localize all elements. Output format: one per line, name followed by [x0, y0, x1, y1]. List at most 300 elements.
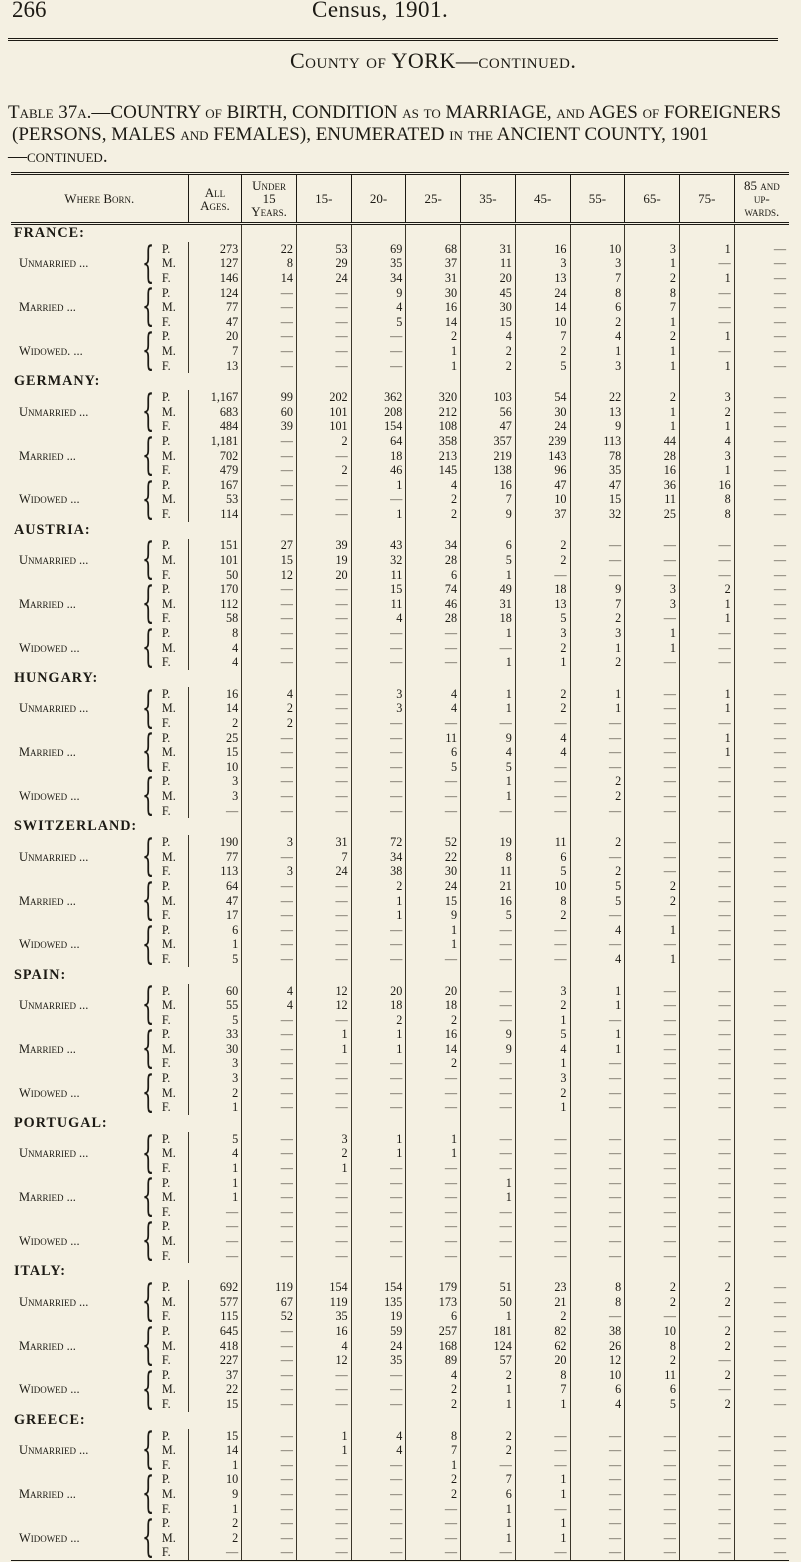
brace-icon: {: [141, 1511, 154, 1562]
table-row: [11, 998, 789, 1013]
table-cell: —: [351, 493, 406, 508]
condition-label-text: Widowed ...: [19, 788, 80, 803]
condition-label-text: Widowed ...: [19, 492, 80, 507]
condition-label-blank: [11, 731, 156, 746]
table-cell: —: [625, 1458, 680, 1473]
table-cell: 1: [461, 626, 516, 641]
table-cell: —: [351, 1516, 406, 1531]
table-cell: —: [625, 687, 680, 702]
empty-cell: [515, 1115, 570, 1132]
sex-code: F.: [156, 359, 188, 374]
sex-code: F.: [156, 1458, 188, 1473]
table-cell: 1: [625, 923, 680, 938]
table-cell: —: [188, 1234, 242, 1249]
table-cell: —: [242, 1205, 297, 1220]
country-heading-row: [11, 670, 789, 687]
table-cell: 202: [296, 390, 351, 405]
table-cell: —: [625, 1161, 680, 1176]
table-row: [11, 702, 789, 717]
sex-code: M.: [156, 641, 188, 656]
sex-code: M.: [156, 449, 188, 464]
table-cell: —: [296, 1176, 351, 1191]
table-cell: —: [188, 1205, 242, 1220]
table-cell: —: [773, 1056, 786, 1071]
table-cell: —: [570, 1429, 625, 1444]
table-cell: 4: [570, 923, 625, 938]
empty-cell: [296, 1412, 351, 1429]
table-cell: 16: [406, 300, 461, 315]
table-cell: —: [296, 1458, 351, 1473]
sex-code: F.: [156, 1161, 188, 1176]
empty-cell: [734, 1412, 789, 1429]
table-cell: —: [773, 1530, 786, 1545]
table-cell: 2: [679, 405, 734, 420]
table-cell: —: [570, 1013, 625, 1028]
table-cell: —: [296, 449, 351, 464]
table-cell: —: [351, 1176, 406, 1191]
condition-label-blank: [11, 390, 156, 405]
table-cell: —: [515, 1249, 570, 1264]
table-cell: —: [296, 1220, 351, 1235]
table-cell: —: [570, 1086, 625, 1101]
table-cell: 3: [188, 775, 242, 790]
table-cell: 1: [625, 641, 680, 656]
table-cell: 154: [351, 420, 406, 435]
table-cell: —: [773, 1501, 786, 1516]
table-cell: —: [351, 804, 406, 819]
table-cell: —: [406, 1531, 461, 1546]
sex-code: M.: [156, 300, 188, 315]
table-cell: 4: [570, 952, 625, 967]
empty-cell: [679, 1412, 734, 1429]
table-cell: 1: [625, 405, 680, 420]
empty-cell: [188, 224, 242, 243]
table-cell: 64: [351, 434, 406, 449]
table-cell: 181: [461, 1324, 516, 1339]
table-cell: —: [242, 1429, 297, 1444]
table-cell: —: [242, 1502, 297, 1517]
empty-cell: [679, 224, 734, 243]
table-cell: —: [679, 894, 734, 909]
condition-label-blank: [11, 923, 156, 938]
condition-label-blank: [11, 1310, 156, 1325]
table-cell: —: [773, 1367, 786, 1382]
table-row: [11, 344, 789, 359]
table-cell: 6: [570, 300, 625, 315]
table-cell: —: [242, 908, 297, 923]
table-cell: 34: [351, 271, 406, 286]
table-cell: 1: [461, 1516, 516, 1531]
table-cell: 20: [296, 568, 351, 583]
table-cell: 5: [188, 1132, 242, 1147]
table-cell: —: [679, 1487, 734, 1502]
table-cell: —: [625, 908, 680, 923]
table-cell: 28: [406, 612, 461, 627]
table-cell: —: [773, 1027, 786, 1042]
table-cell: —: [461, 641, 516, 656]
condition-label: [11, 429, 156, 480]
table-cell: —: [351, 1220, 406, 1235]
sex-code: F.: [156, 1249, 188, 1264]
table-cell: 1: [679, 745, 734, 760]
table-cell: 119: [242, 1280, 297, 1295]
table-cell: 37: [188, 1368, 242, 1383]
table-cell: 6: [188, 923, 242, 938]
empty-cell: [242, 818, 297, 835]
table-cell: —: [679, 789, 734, 804]
table-cell: 2: [242, 702, 297, 717]
table-cell: 10: [188, 760, 242, 775]
table-cell: 18: [406, 998, 461, 1013]
table-cell: 2: [461, 1368, 516, 1383]
sex-code: P.: [156, 687, 188, 702]
table-row: [11, 731, 789, 746]
condition-label: [11, 1363, 156, 1414]
table-cell: 2: [625, 879, 680, 894]
table-cell: —: [625, 1042, 680, 1057]
table-row: [11, 1339, 789, 1354]
table-cell: 4: [242, 687, 297, 702]
condition-label-blank: [11, 420, 156, 435]
table-row: [11, 1397, 789, 1412]
table-cell: —: [773, 1338, 786, 1353]
table-cell: —: [461, 1071, 516, 1086]
table-cell: —: [625, 1234, 680, 1249]
table-cell: —: [570, 850, 625, 865]
caption-line: (PERSONS, MALES and FEMALES), ENUMERATED in the ANCIENT COUNTY, 1901: [12, 124, 709, 145]
table-row: [11, 1383, 789, 1398]
brace-icon: {: [141, 325, 154, 376]
table-row: [11, 789, 789, 804]
table-cell: —: [242, 434, 297, 449]
table-cell: —: [773, 1353, 786, 1368]
table-cell: 30: [406, 286, 461, 301]
sex-code: F.: [156, 716, 188, 731]
sex-code: M.: [156, 1487, 188, 1502]
table-cell: —: [461, 1234, 516, 1249]
table-cell: 4: [461, 330, 516, 345]
table-cell: —: [570, 760, 625, 775]
table-cell: —: [515, 1234, 570, 1249]
table-cell: 15: [406, 894, 461, 909]
table-cell: —: [625, 1013, 680, 1028]
table-cell: 154: [296, 1280, 351, 1295]
table-row: [11, 1502, 789, 1517]
table-cell: 58: [188, 612, 242, 627]
table-cell: 2: [296, 463, 351, 478]
empty-cell: [461, 1263, 516, 1280]
table-cell: 1: [351, 478, 406, 493]
table-cell: —: [679, 1190, 734, 1205]
table-cell: 167: [188, 478, 242, 493]
table-cell: 1: [570, 998, 625, 1013]
table-cell: 1: [351, 507, 406, 522]
condition-label-blank: [11, 1013, 156, 1028]
table-row: [11, 952, 789, 967]
table-cell: 24: [296, 271, 351, 286]
table-cell: —: [351, 1086, 406, 1101]
empty-cell: [679, 818, 734, 835]
table-cell: —: [406, 1502, 461, 1517]
sex-code: M.: [156, 1042, 188, 1057]
table-cell: 8: [625, 286, 680, 301]
table-cell: —: [515, 1205, 570, 1220]
table-cell: —: [773, 1323, 786, 1338]
table-cell: 53: [296, 242, 351, 257]
table-cell: —: [625, 1100, 680, 1115]
table-cell: —: [242, 582, 297, 597]
col-header-under-15: Under 15 Years.: [242, 174, 297, 224]
sex-code: F.: [156, 1546, 188, 1561]
table-row: [11, 286, 789, 301]
table-cell: 362: [351, 390, 406, 405]
table-cell: 18: [515, 582, 570, 597]
table-cell: 15: [188, 1429, 242, 1444]
table-cell: —: [773, 506, 786, 521]
table-cell: —: [679, 1234, 734, 1249]
table-cell: 68: [406, 242, 461, 257]
brace-icon: {: [141, 1127, 154, 1178]
table-cell: —: [773, 983, 786, 998]
empty-cell: [406, 1412, 461, 1429]
table-cell: —: [570, 568, 625, 583]
table-cell: 6: [570, 1383, 625, 1398]
condition-label-text: Married ...: [19, 1190, 76, 1205]
brace-icon: {: [141, 1171, 154, 1222]
table-cell: —: [625, 775, 680, 790]
table-cell: —: [296, 731, 351, 746]
table-cell: —: [773, 759, 786, 774]
page-number: 266: [12, 0, 47, 22]
condition-label: [11, 385, 156, 436]
table-cell: 1: [515, 1516, 570, 1531]
table-cell: —: [515, 1220, 570, 1235]
table-row: [11, 1234, 789, 1249]
table-cell: 1: [406, 359, 461, 374]
empty-cell: [461, 1115, 516, 1132]
condition-label-text: Married ...: [19, 1486, 76, 1501]
sex-code: F.: [156, 1353, 188, 1368]
table-cell: 4: [679, 434, 734, 449]
table-cell: —: [570, 1531, 625, 1546]
table-cell: —: [773, 285, 786, 300]
table-cell: —: [351, 1071, 406, 1086]
table-cell: —: [296, 655, 351, 670]
table-cell: —: [351, 1161, 406, 1176]
table-cell: 173: [406, 1295, 461, 1310]
table-cell: —: [296, 597, 351, 612]
table-cell: —: [773, 1041, 786, 1056]
table-cell: 11: [461, 257, 516, 272]
empty-cell: [625, 818, 680, 835]
country-heading-row: [11, 1412, 789, 1429]
table-cell: 101: [296, 420, 351, 435]
table-cell: —: [679, 568, 734, 583]
sex-code: M.: [156, 745, 188, 760]
table-cell: 33: [188, 1028, 242, 1043]
table-cell: 2: [679, 582, 734, 597]
table-cell: 9: [461, 507, 516, 522]
table-row: [11, 1516, 789, 1531]
table-cell: —: [773, 849, 786, 864]
empty-cell: [570, 818, 625, 835]
condition-label: [11, 1066, 156, 1117]
table-cell: 19: [351, 1310, 406, 1325]
condition-label-text: Widowed ...: [19, 640, 80, 655]
table-cell: —: [296, 300, 351, 315]
table-cell: 57: [461, 1353, 516, 1368]
table-cell: —: [625, 1443, 680, 1458]
empty-cell: [461, 967, 516, 984]
table-cell: —: [461, 716, 516, 731]
sex-code: M.: [156, 850, 188, 865]
table-cell: 1: [625, 257, 680, 272]
table-cell: 5: [461, 760, 516, 775]
table-cell: 16: [461, 478, 516, 493]
table-cell: 8: [406, 1429, 461, 1444]
table-cell: —: [773, 448, 786, 463]
table-cell: 9: [461, 1042, 516, 1057]
sex-code: P.: [156, 775, 188, 790]
table-row: [11, 1013, 789, 1028]
condition-label-blank: [11, 1220, 156, 1235]
empty-cell: [188, 522, 242, 539]
condition-label-text: Married ...: [19, 893, 76, 908]
table-cell: 25: [625, 507, 680, 522]
col-header-all-ages: All Ages.: [188, 174, 242, 224]
table-cell: —: [515, 1546, 570, 1561]
table-cell: —: [625, 1220, 680, 1235]
table-cell: 19: [296, 553, 351, 568]
table-cell: 1: [188, 1176, 242, 1191]
table-cell: —: [679, 655, 734, 670]
table-row: [11, 1100, 789, 1115]
sex-code: F.: [156, 760, 188, 775]
table-cell: 6: [625, 1383, 680, 1398]
condition-label-text: Unmarried ...: [19, 701, 89, 716]
table-cell: —: [625, 804, 680, 819]
table-cell: —: [461, 984, 516, 999]
table-cell: 47: [515, 478, 570, 493]
table-cell: —: [625, 998, 680, 1013]
table-cell: 1: [296, 1161, 351, 1176]
table-cell: 78: [570, 449, 625, 464]
table-cell: —: [679, 539, 734, 554]
table-cell: —: [242, 478, 297, 493]
table-row: [11, 775, 789, 790]
table-cell: —: [351, 789, 406, 804]
table-cell: 154: [351, 1280, 406, 1295]
brace-icon: {: [141, 1023, 154, 1074]
table-cell: —: [679, 835, 734, 850]
table-cell: —: [351, 1057, 406, 1072]
sex-code: M.: [156, 344, 188, 359]
condition-label-blank: [11, 1161, 156, 1176]
table-cell: —: [296, 804, 351, 819]
table-cell: —: [406, 1234, 461, 1249]
table-cell: —: [406, 655, 461, 670]
table-cell: —: [351, 1234, 406, 1249]
table-cell: —: [679, 1383, 734, 1398]
table-cell: 31: [296, 835, 351, 850]
empty-cell: [570, 670, 625, 687]
sex-code: P.: [156, 539, 188, 554]
table-cell: 1: [679, 731, 734, 746]
table-cell: —: [351, 775, 406, 790]
table-cell: 10: [570, 242, 625, 257]
col-header-20: 20-: [351, 174, 406, 224]
table-cell: 2: [679, 1280, 734, 1295]
table-cell: 1: [188, 1502, 242, 1517]
table-cell: 1: [679, 420, 734, 435]
sex-code: F.: [156, 507, 188, 522]
empty-cell: [515, 373, 570, 390]
table-cell: —: [625, 865, 680, 880]
condition-label-text: Married ...: [19, 596, 76, 611]
table-cell: —: [773, 329, 786, 344]
table-cell: 50: [188, 568, 242, 583]
table-cell: —: [773, 878, 786, 893]
table-cell: 5: [515, 359, 570, 374]
table-cell: 22: [570, 390, 625, 405]
table-cell: 577: [188, 1295, 242, 1310]
table-cell: 135: [351, 1295, 406, 1310]
empty-cell: [734, 818, 789, 835]
sex-code: M.: [156, 789, 188, 804]
table-cell: 2: [625, 1295, 680, 1310]
table-row: [11, 420, 789, 435]
brace-icon: {: [141, 621, 154, 672]
table-cell: —: [679, 775, 734, 790]
table-cell: 64: [188, 879, 242, 894]
table-cell: —: [773, 745, 786, 760]
table-cell: 51: [461, 1280, 516, 1295]
table-cell: —: [773, 596, 786, 611]
table-cell: —: [296, 478, 351, 493]
table-cell: 47: [188, 894, 242, 909]
brace-icon: {: [141, 1363, 154, 1414]
empty-cell: [351, 1263, 406, 1280]
table-cell: 1: [679, 612, 734, 627]
table-cell: —: [296, 1086, 351, 1101]
condition-label-blank: [11, 478, 156, 493]
table-cell: 119: [296, 1295, 351, 1310]
table-row: [11, 626, 789, 641]
table-cell: 14: [188, 702, 242, 717]
table-cell: 16: [679, 478, 734, 493]
table-cell: —: [242, 359, 297, 374]
table-cell: 4: [406, 478, 461, 493]
table-cell: 9: [461, 1028, 516, 1043]
table-cell: —: [406, 1249, 461, 1264]
table-cell: —: [242, 1339, 297, 1354]
table-cell: 4: [406, 702, 461, 717]
sex-code: P.: [156, 1176, 188, 1191]
table-cell: —: [351, 745, 406, 760]
table-cell: 26: [570, 1339, 625, 1354]
table-cell: —: [296, 1531, 351, 1546]
table-cell: —: [570, 1234, 625, 1249]
table-cell: —: [515, 1176, 570, 1191]
table-cell: 1: [679, 242, 734, 257]
table-cell: 2: [515, 641, 570, 656]
table-cell: —: [406, 1220, 461, 1235]
table-cell: 3: [296, 1132, 351, 1147]
empty-cell: [406, 1263, 461, 1280]
empty-cell: [734, 1263, 789, 1280]
table-cell: 2: [515, 998, 570, 1013]
table-row: [11, 760, 789, 775]
